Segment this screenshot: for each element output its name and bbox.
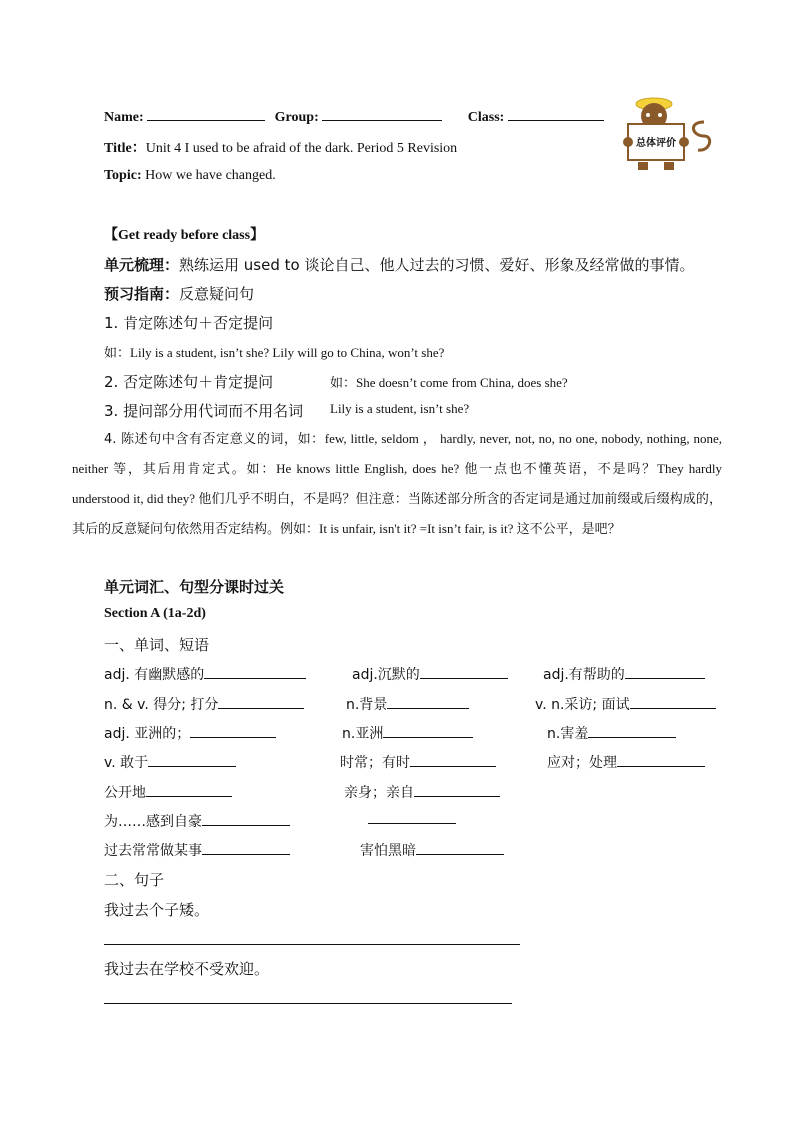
preview-label: 预习指南： [104, 285, 180, 303]
rule-1: 1. 肯定陈述句＋否定提问 [104, 314, 274, 332]
sentence-prompt: 我过去在学校不受欢迎。 [104, 960, 270, 978]
sentence-prompt: 我过去个子矮。 [104, 901, 210, 919]
vocab-item: 为……感到自豪 [104, 811, 290, 831]
vocab-item: v. 敢于 [104, 752, 236, 772]
vocab-item: 亲身；亲自 [344, 782, 500, 802]
vocab-item: adj. 亚洲的； [104, 723, 276, 743]
answer-blank[interactable] [588, 725, 676, 738]
unit-summary-label: 单元梳理： [104, 256, 180, 274]
vocab-heading: 单元词汇、句型分课时过关 [104, 578, 285, 596]
vocab-item: adj.沉默的 [352, 664, 508, 684]
answer-blank[interactable] [420, 666, 508, 679]
answer-blank[interactable] [368, 811, 456, 824]
title-label: Title： [104, 141, 146, 156]
vocab-item: n. & v. 得分; 打分 [104, 694, 304, 714]
rule-1-example: 如：Lily is a student, isn’t she? Lily will go to China, won’t she? [104, 345, 445, 361]
preview-guide [104, 283, 254, 304]
answer-blank[interactable] [410, 754, 496, 767]
section-a-heading: Section A (1a-2d) [104, 606, 206, 621]
answer-blank[interactable] [146, 784, 232, 797]
vocab-item [368, 811, 456, 829]
answer-blank[interactable] [202, 842, 290, 855]
vocab-item: 时常；有时 [340, 752, 496, 772]
sentence-answer-line[interactable] [104, 944, 520, 945]
answer-blank[interactable] [416, 842, 504, 855]
answer-blank[interactable] [202, 813, 290, 826]
unit-summary-text: 熟练运用 used to 谈论自己、他人过去的习惯、爱好、形象及经常做的事情。 [179, 256, 695, 274]
rule-3-example: Lily is a student, isn’t she? [330, 401, 470, 416]
title-value: Unit 4 I used to be afraid of the dark. Period 5 Revision [145, 141, 458, 156]
badge-text: 总体评价 [636, 138, 676, 149]
class-label: Class: [467, 110, 505, 125]
vocab-item: 过去常常做某事 [104, 840, 290, 860]
section-get-ready: 【Get ready before class】 [104, 228, 265, 243]
preview-text: 反意疑问句 [179, 285, 255, 303]
answer-blank[interactable] [190, 725, 276, 738]
answer-blank[interactable] [218, 696, 304, 709]
topic-value: How we have changed. [145, 168, 276, 183]
answer-blank[interactable] [625, 666, 705, 679]
vocab-item: n.亚洲 [342, 723, 473, 743]
vocab-item: adj. 有幽默感的 [104, 664, 306, 684]
group-field[interactable] [322, 108, 442, 121]
part1-title: 一、单词、短语 [104, 636, 210, 654]
header-fields [104, 108, 604, 126]
answer-blank[interactable] [383, 725, 473, 738]
answer-blank[interactable] [204, 666, 306, 679]
answer-blank[interactable] [148, 754, 236, 767]
answer-blank[interactable] [630, 696, 716, 709]
group-label: Group: [274, 110, 319, 125]
evaluation-mascot-icon [618, 96, 714, 174]
topic-line [104, 168, 276, 184]
sentence-answer-line[interactable] [104, 1003, 512, 1004]
vocab-item: 应对；处理 [547, 752, 705, 772]
rule-2-example: 如：She doesn’t come from China, does she? [330, 375, 568, 391]
name-label: Name: [104, 110, 144, 125]
vocab-item: n.害羞 [547, 723, 676, 743]
vocab-item: v. n.采访; 面试 [535, 694, 716, 714]
name-field[interactable] [147, 108, 265, 121]
class-field[interactable] [508, 108, 604, 121]
answer-blank[interactable] [617, 754, 705, 767]
vocab-item: 害怕黑暗 [360, 840, 504, 860]
rule-4-paragraph: 4. 陈述句中含有否定意义的词，如：few, little, seldom ， hardly, never, not, no, no one, nobody, nothing, none, neither 等，其后用肯定式。如：He knows little English, does he? 他一点也不懂英语，不是吗？They hardly understood it, did they? 他们几乎不明白，不是吗？但注意：当陈述部分所含的否定词是通过加前缀或后缀构成的，其后的反意疑问句依然用否定结构。例如：It is unfair, isn't it? =It isn’t fair, is it? 这不公平，是吧？ [72, 431, 722, 537]
vocab-item: n.背景 [346, 694, 469, 714]
unit-summary [104, 254, 694, 275]
rule-2: 2. 否定陈述句＋肯定提问 [104, 373, 274, 391]
rule-3: 3. 提问部分用代词而不用名词 [104, 402, 304, 420]
vocab-item: 公开地 [104, 782, 232, 802]
topic-label: Topic: [104, 168, 142, 183]
vocab-item: adj.有帮助的 [543, 664, 705, 684]
part2-title: 二、句子 [104, 871, 165, 889]
answer-blank[interactable] [387, 696, 469, 709]
title-line [104, 137, 457, 157]
answer-blank[interactable] [414, 784, 500, 797]
